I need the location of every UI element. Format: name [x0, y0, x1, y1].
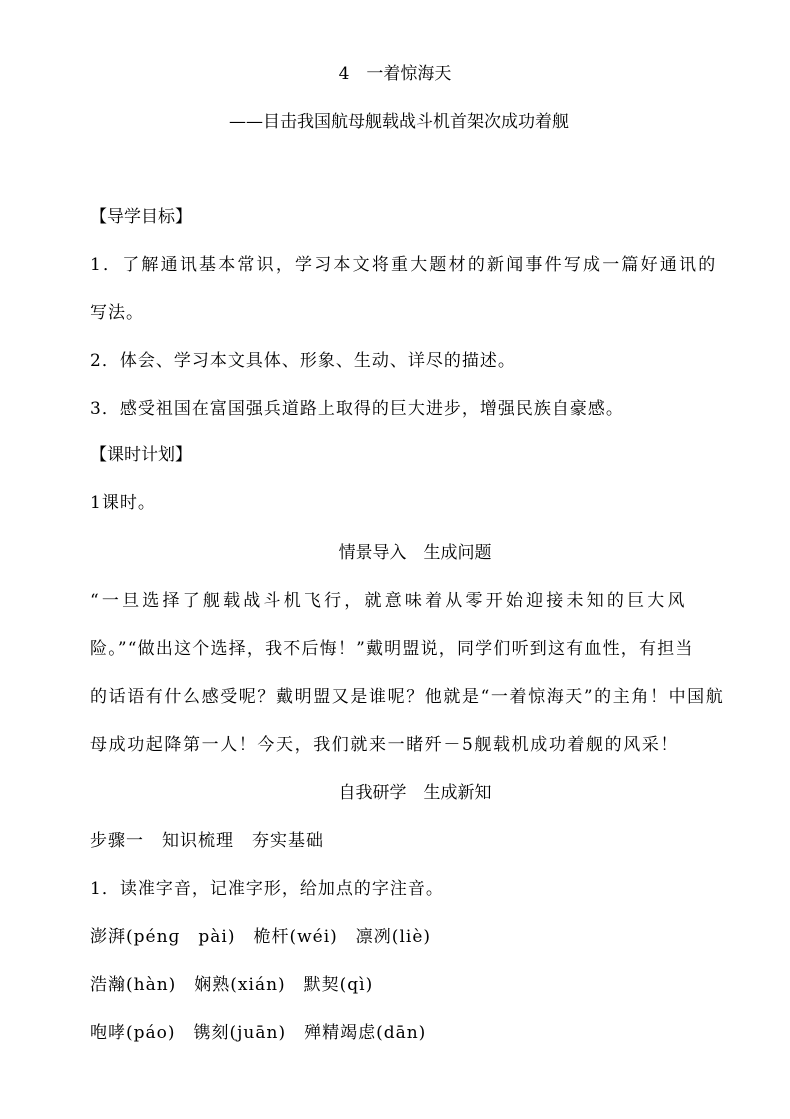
page-title: 4 一着惊海天 [338, 64, 452, 84]
goal-item-1-line-1: 1．了解通讯基本常识，学习本文将重大题材的新闻事件写成一篇好通讯的 [90, 255, 718, 275]
page-subtitle: ——目击我国航母舰载战斗机首架次成功着舰 [229, 112, 569, 132]
pinyin-line-1: 澎湃(pénɡ pài) 桅杆(wéi) 凛冽(liè) [90, 927, 432, 947]
pinyin-line-2: 浩瀚(hàn) 娴熟(xián) 默契(qì) [90, 975, 374, 995]
goal-item-3: 3．感受祖国在富国强兵道路上取得的巨大进步，增强民族自豪感。 [90, 399, 624, 419]
plan-text: 1课时。 [90, 493, 156, 513]
pinyin-line-3: 咆哮(páo) 镌刻(juān) 殚精竭虑(dān) [90, 1023, 427, 1043]
question-1: 1．读准字音，记准字形，给加点的字注音。 [90, 879, 444, 899]
plan-heading: 【课时计划】 [90, 445, 192, 465]
goals-heading: 【导学目标】 [90, 207, 192, 227]
study-heading: 自我研学 生成新知 [338, 783, 492, 803]
intro-heading: 情景导入 生成问题 [338, 543, 492, 563]
intro-line-4: 母成功起降第一人！今天，我们就来一睹歼－5舰载机成功着舰的风采！ [90, 735, 680, 755]
intro-line-1: “一旦选择了舰载战斗机飞行，就意味着从零开始迎接未知的巨大风 [90, 591, 688, 611]
step-heading: 步骤一 知识梳理 夯实基础 [90, 831, 324, 851]
goal-item-1-line-2: 写法。 [90, 303, 144, 323]
goal-item-2: 2．体会、学习本文具体、形象、生动、详尽的描述。 [90, 351, 516, 371]
intro-line-2: 险。”“做出这个选择，我不后悔！”戴明盟说，同学们听到这有血性，有担当 [90, 639, 694, 659]
intro-line-3: 的话语有什么感受呢？戴明盟又是谁呢？他就是“一着惊海天”的主角！中国航 [90, 687, 725, 707]
